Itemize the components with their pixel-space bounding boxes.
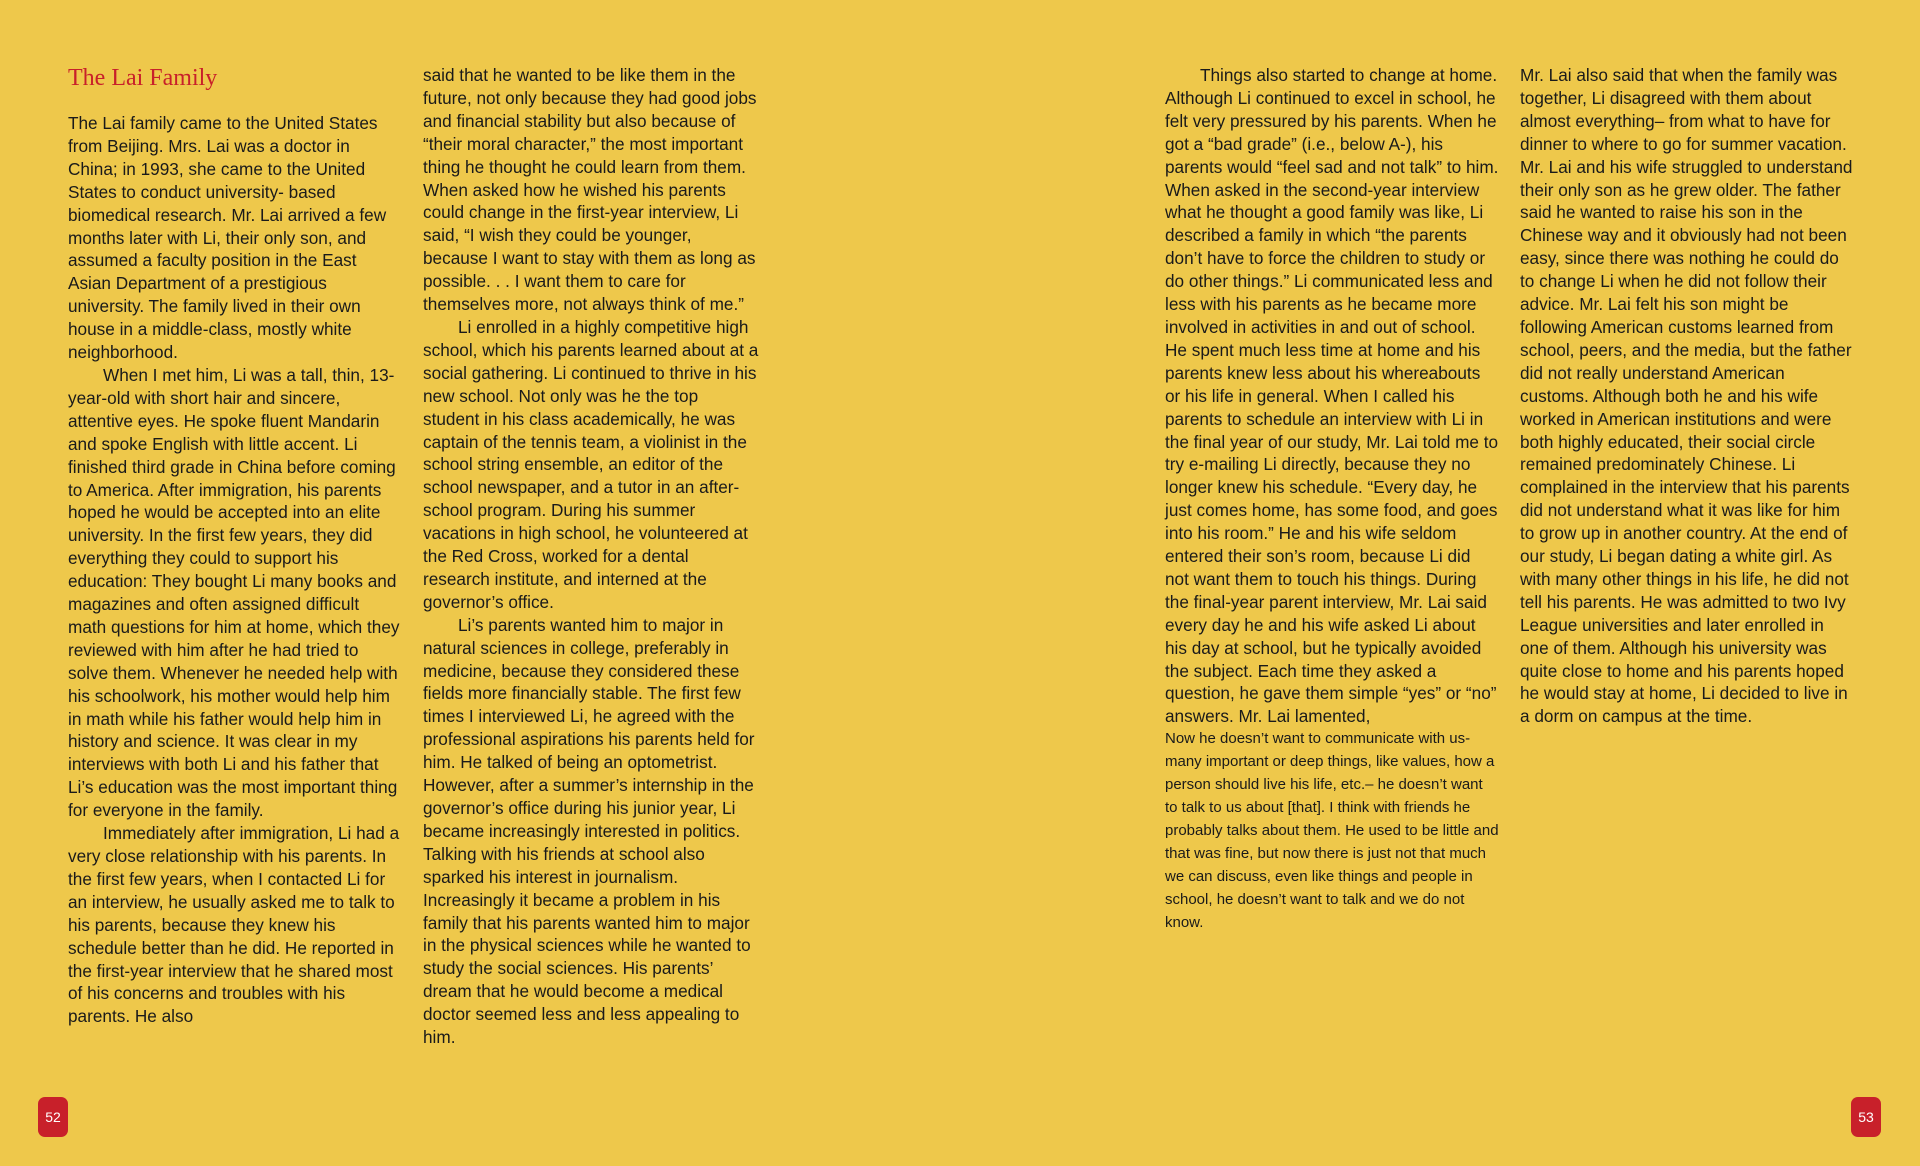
- block-quote: Now he doesn’t want to communicate with us-many important or deep things, like values, how a person should live his life, etc.– he doesn’t want to talk to us about [that]. I think with friends he probably talks about them. He used to be little and that was fine, but now there is just not that much we can discuss, even like things and people in school, he doesn’t want to talk and we do not know.: [1165, 730, 1499, 931]
- left-column-1: [68, 64, 400, 1028]
- page-number-right: 53: [1851, 1097, 1881, 1137]
- paragraph: said that he wanted to be like them in the future, not only because they had good jobs and financial stability but also because of “their moral character,” the most important thing he thought he could learn from them. When asked how he wished his parents could change in the first-year interview, Li said, “I wish they could be younger, because I want to stay with them as long as possible. . . I want them to care for themselves more, not always think of me.”: [423, 65, 757, 315]
- page-number-left: 52: [38, 1097, 68, 1137]
- right-column-1: [1165, 64, 1499, 934]
- left-column-2: [423, 64, 759, 1049]
- paragraph: Things also started to change at home. Although Li continued to excel in school, he felt very pressured by his parents. When he got a “bad grade” (i.e., below A-), his parents would “feel sad and not talk” to him. When asked in the second-year interview what he thought a good family was like, Li described a family in which “the parents don’t have to force the children to study or do other things.” Li communicated less and less with his parents as he became more involved in activities in and out of school. He spent much less time at home and his parents knew less about his whereabouts or his life in general. When I called his parents to schedule an interview with Li in the final year of our study, Mr. Lai told me to try e-mailing Li directly, because they no longer knew his schedule. “Every day, he just comes home, has some food, and goes into his room.” He and his wife seldom entered their son’s room, because Li did not want them to touch his things. During the final-year parent interview, Mr. Lai said every day he and his wife asked Li about his day at school, but he typically avoided the subject. Each time they asked a question, he gave them simple “yes” or “no” answers. Mr. Lai lamented,: [1165, 65, 1499, 727]
- paragraph: When I met him, Li was a tall, thin, 13-year-old with short hair and sincere, attentive eyes. He spoke fluent Mandarin and spoke English with little accent. Li finished third grade in China before coming to America. After immigration, his parents hoped he would be accepted into an elite university. In the first few years, they did everything they could to support his education: They bought Li many books and magazines and often assigned difficult math questions for him at home, which they reviewed with him after he had tried to solve them. Whenever he needed help with his schoolwork, his mother would help him in math while his father would help him in history and science. It was clear in my interviews with both Li and his father that Li’s education was the most important thing for everyone in the family.: [68, 364, 400, 821]
- paragraph: The Lai family came to the United States from Beijing. Mrs. Lai was a doctor in China; in 1993, she came to the United States to conduct university- based biomedical research. Mr. Lai arrived a few months later with Li, their only son, and assumed a faculty position in the East Asian Department of a prestigious university. The family lived in their own house in a middle-class, mostly white neighborhood.: [68, 113, 387, 363]
- paragraph: Li’s parents wanted him to major in natural sciences in college, preferably in medicine, because they considered these fields more financially stable. The first few times I interviewed Li, he agreed with the professional aspirations his parents held for him. He talked of being an optometrist. However, after a summer’s internship in the governor’s office during his junior year, Li became increasingly interested in politics. Talking with his friends at school also sparked his interest in journalism. Increasingly it became a problem in his family that his parents wanted him to major in the physical sciences while he wanted to study the social sciences. His parents’ dream that he would become a medical doctor seemed less and less appealing to him.: [423, 614, 755, 1048]
- right-column-2: [1520, 64, 1856, 728]
- paragraph: Mr. Lai also said that when the family was together, Li disagreed with them about almost everything– from what to have for dinner to where to go for summer vacation. Mr. Lai and his wife struggled to understand their only son as he grew older. The father said he wanted to raise his son in the Chinese way and it obviously had not been easy, since there was nothing he could do to change Li when he did not follow their advice. Mr. Lai felt his son might be following American customs learned from school, peers, and the media, but the father did not really understand American customs. Although both he and his wife worked in American institutions and were both highly educated, their social circle remained predominately Chinese. Li complained in the interview that his parents did not understand what it was like for him to grow up in another country. At the end of our study, Li began dating a white girl. As with many other things in his life, he did not tell his parents. He was admitted to two Ivy League universities and later enrolled in one of them. Although his university was quite close to home and his parents hoped he would stay at home, Li decided to live in a dorm on campus at the time.: [1520, 65, 1853, 727]
- section-title: The Lai Family: [68, 65, 218, 91]
- paragraph: Immediately after immigration, Li had a very close relationship with his parents. In the first few years, when I contacted Li for an interview, he usually asked me to talk to his parents, because they knew his schedule better than he did. He reported in the first-year interview that he shared most of his concerns and troubles with his parents. He also: [68, 823, 400, 1027]
- paragraph: Li enrolled in a highly competitive high school, which his parents learned about at a social gathering. Li continued to thrive in his new school. Not only was he the top student in his class academically, he was captain of the tennis team, a violinist in the school string ensemble, an editor of the school newspaper, and a tutor in an after-school program. During his summer vacations in high school, he volunteered at the Red Cross, worked for a dental research institute, and interned at the governor’s office.: [423, 316, 759, 612]
